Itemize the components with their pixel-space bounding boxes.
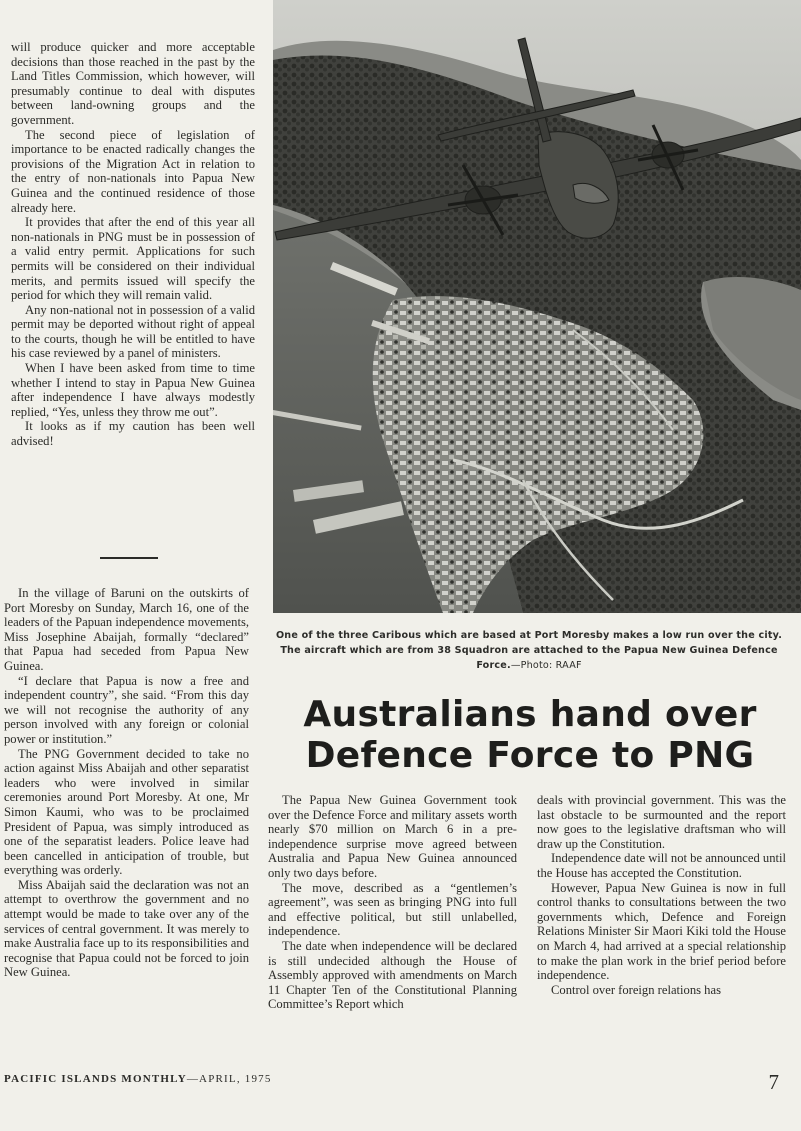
left-column-bottom — [4, 586, 249, 980]
paragraph: Miss Abaijah said the declaration was not an attempt to overthrow the government and no attempt would be made to take over any of the services of central government. It was merely to make Australia face up to its responsibilities and recognise that Papua could not be forced to join New Guinea. — [4, 877, 249, 980]
paragraph: “I declare that Papua is now a free and independent country”, she said. “From this day we will not recognise the authority of any person involved with any foreign or colonial power or institution.” — [4, 673, 249, 746]
left-column-top — [11, 40, 255, 449]
photo-credit: —Photo: RAAF — [510, 660, 582, 671]
paragraph: Control over foreign relations has — [551, 982, 721, 997]
article-column-2 — [537, 793, 786, 997]
paragraph: The PNG Government decided to take no action against Miss Abaijah and other separatist leaders who were involved in similar ceremonies around Port Moresby. At one, Mr Simon Kaumi, who was to be proclaimed President of Papua, was simply introduced as one of the separatist leaders. Police leave had been cancelled in anticipation of trouble, but everything was orderly. — [4, 746, 249, 878]
paragraph: The date when independence will be declared is still undecided although the House of Assembly approved with amendments on March 11 Chapter Ten of the Constitutional Planning Committee’s Report which — [268, 938, 517, 1012]
paragraph: will produce quicker and more acceptable decisions than those reached in the past by the Land Titles Commission, which however, will presumably continue to deal with disputes between land-owning groups and the government. — [11, 40, 255, 127]
article-column-1 — [268, 793, 517, 1012]
issue-date: —APRIL, 1975 — [186, 1073, 272, 1085]
paragraph: It looks as if my caution has been well advised! — [11, 419, 255, 449]
paragraph: Independence date will not be announced until the House has accepted the Constitution. — [537, 851, 787, 880]
caption-text: One of the three Caribous which are based at Port Moresby makes a low run over the city. The aircraft which are from 38 Squadron are attached to the Papua New Guinea Defence Force. — [275, 630, 783, 671]
section-divider — [100, 557, 158, 559]
paragraph: deals with provincial government. This was the last obstacle to be surmounted and the report now goes to the legislative draftsman who will draw up the Constitution. — [537, 793, 786, 851]
paragraph: It provides that after the end of this year all non-nationals in PNG must be in possession of a valid entry permit. Applications for such permits will be considered on their individual merits, and permits issued will specify the period for which they will remain valid. — [11, 215, 255, 303]
magazine-name: PACIFIC ISLANDS MONTHLY — [4, 1073, 187, 1085]
paragraph: However, Papua New Guinea is now in full control thanks to consultations between the two governments which, Defence and Foreign Relations Minister Sir Maori Kiki told the House on March 4, had arrived at a special relationship to make the plan work in the brief period before independence. — [537, 880, 786, 983]
paragraph: The move, described as a “gentlemen’s agreement”, was seen as bringing PNG into full and effective political, but still unlabelled, independence. — [268, 880, 517, 939]
aerial-photo — [273, 0, 801, 613]
paragraph: Any non-national not in possession of a valid permit may be deported without right of appeal to the courts, though he will be entitled to have his case reviewed by a panel of ministers. — [11, 302, 255, 361]
paragraph: In the village of Baruni on the outskirts of Port Moresby on Sunday, March 16, one of the leaders of the Papuan independence movements, Miss Josephine Abaijah, formally “declared” that Papua had seceded from Papua New Guinea. — [4, 586, 249, 673]
paragraph: The Papua New Guinea Government took over the Defence Force and military assets worth nearly $70 million on March 6 in a pre-independence surprise move agreed between Australia and Papua New Guinea announced only two days before. — [268, 793, 517, 880]
paragraph: When I have been asked from time to time whether I intend to stay in Papua New Guinea after independence I have always modestly replied, “Yes, unless they throw me out”. — [11, 361, 255, 419]
page-number: 7 — [768, 1070, 779, 1094]
photo-caption — [268, 628, 790, 673]
article-headline: Australians hand over Defence Force to PNG — [303, 694, 757, 776]
paragraph: The second piece of legislation of importance to be enacted radically changes the provisions of the Migration Act in relation to the entry of non-nationals into Papua New Guinea and the continued residence of those already here. — [11, 127, 255, 215]
footer-masthead — [4, 1073, 272, 1085]
